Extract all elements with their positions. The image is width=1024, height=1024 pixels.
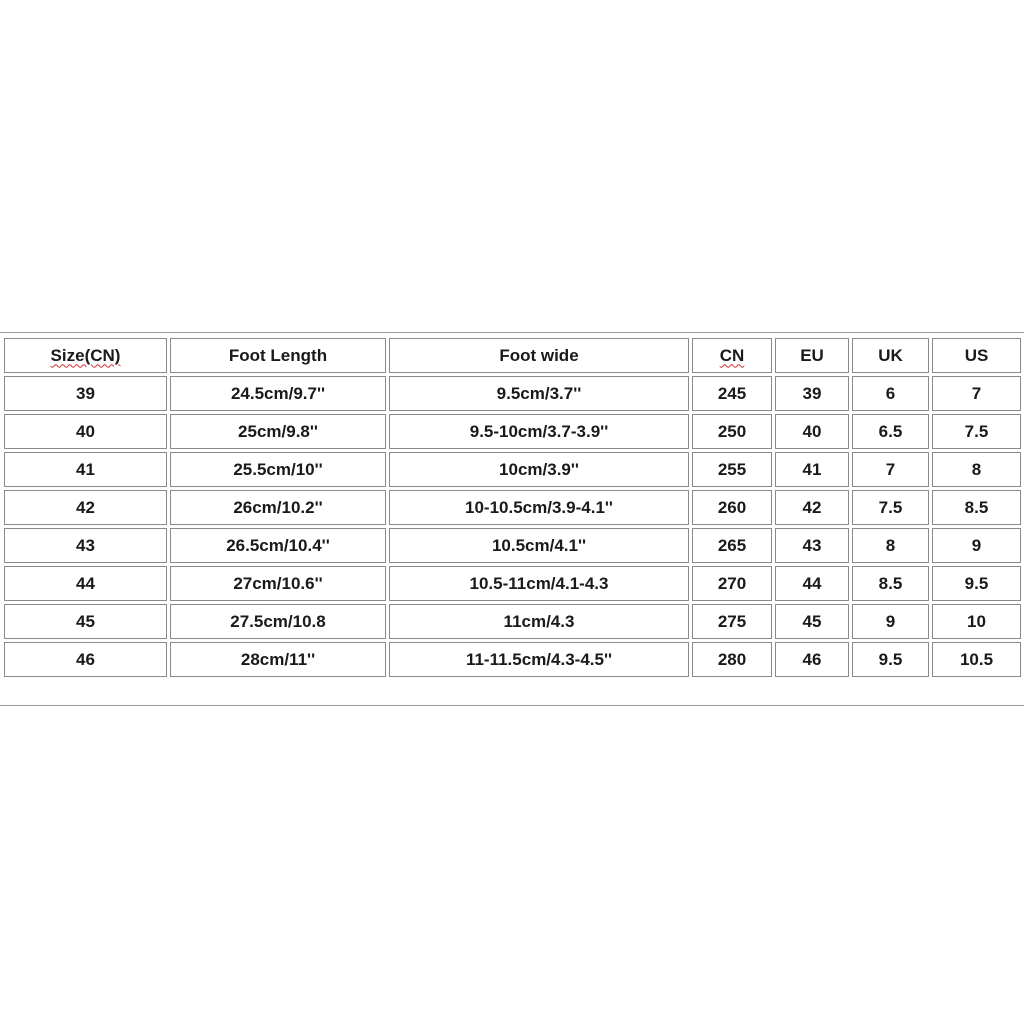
cell-cn: 245 — [692, 376, 772, 411]
cell-us: 10.5 — [932, 642, 1021, 677]
cell-size-cn: 46 — [4, 642, 167, 677]
table-row — [4, 490, 1021, 525]
cell-size-cn: 39 — [4, 376, 167, 411]
cell-eu: 40 — [775, 414, 849, 449]
table-row — [4, 414, 1021, 449]
cell-us: 9.5 — [932, 566, 1021, 601]
cell-us: 7.5 — [932, 414, 1021, 449]
cell-foot-wide: 10.5cm/4.1'' — [389, 528, 689, 563]
header-label: CN — [719, 345, 745, 365]
cell-foot-length: 26cm/10.2'' — [170, 490, 386, 525]
cell-us: 8.5 — [932, 490, 1021, 525]
cell-eu: 45 — [775, 604, 849, 639]
cell-size-cn: 41 — [4, 452, 167, 487]
cell-foot-length: 27.5cm/10.8 — [170, 604, 386, 639]
header-label: Size(CN) — [50, 345, 121, 365]
cell-uk: 9 — [852, 604, 929, 639]
cell-foot-wide: 9.5-10cm/3.7-3.9'' — [389, 414, 689, 449]
cell-foot-length: 25.5cm/10'' — [170, 452, 386, 487]
cell-uk: 8.5 — [852, 566, 929, 601]
cell-uk: 8 — [852, 528, 929, 563]
cell-foot-wide: 10cm/3.9'' — [389, 452, 689, 487]
cell-foot-length: 24.5cm/9.7'' — [170, 376, 386, 411]
cell-foot-length: 28cm/11'' — [170, 642, 386, 677]
cell-eu: 42 — [775, 490, 849, 525]
cell-foot-length: 25cm/9.8'' — [170, 414, 386, 449]
table-row — [4, 566, 1021, 601]
cell-eu: 41 — [775, 452, 849, 487]
cell-eu: 44 — [775, 566, 849, 601]
header-cell-cn — [692, 338, 772, 373]
cell-uk: 7.5 — [852, 490, 929, 525]
cell-cn: 280 — [692, 642, 772, 677]
cell-foot-wide: 10-10.5cm/3.9-4.1'' — [389, 490, 689, 525]
cell-uk: 7 — [852, 452, 929, 487]
table-row — [4, 528, 1021, 563]
cell-us: 8 — [932, 452, 1021, 487]
cell-cn: 265 — [692, 528, 772, 563]
cell-foot-wide: 9.5cm/3.7'' — [389, 376, 689, 411]
cell-eu: 46 — [775, 642, 849, 677]
header-cell-foot-wide: Foot wide — [389, 338, 689, 373]
header-cell-eu: EU — [775, 338, 849, 373]
cell-cn: 270 — [692, 566, 772, 601]
cell-us: 7 — [932, 376, 1021, 411]
cell-uk: 6 — [852, 376, 929, 411]
cell-us: 10 — [932, 604, 1021, 639]
header-cell-size-cn — [4, 338, 167, 373]
cell-size-cn: 40 — [4, 414, 167, 449]
table-row — [4, 376, 1021, 411]
header-cell-us: US — [932, 338, 1021, 373]
cell-uk: 9.5 — [852, 642, 929, 677]
cell-size-cn: 44 — [4, 566, 167, 601]
cell-foot-length: 26.5cm/10.4'' — [170, 528, 386, 563]
cell-foot-length: 27cm/10.6'' — [170, 566, 386, 601]
cell-cn: 250 — [692, 414, 772, 449]
cell-foot-wide: 10.5-11cm/4.1-4.3 — [389, 566, 689, 601]
cell-cn: 275 — [692, 604, 772, 639]
cell-size-cn: 45 — [4, 604, 167, 639]
cell-cn: 260 — [692, 490, 772, 525]
cell-eu: 43 — [775, 528, 849, 563]
cell-us: 9 — [932, 528, 1021, 563]
header-cell-foot-length: Foot Length — [170, 338, 386, 373]
cell-size-cn: 43 — [4, 528, 167, 563]
cell-foot-wide: 11-11.5cm/4.3-4.5'' — [389, 642, 689, 677]
table-row — [4, 604, 1021, 639]
header-cell-uk: UK — [852, 338, 929, 373]
cell-uk: 6.5 — [852, 414, 929, 449]
cell-cn: 255 — [692, 452, 772, 487]
size-chart — [0, 332, 1024, 706]
header-row — [4, 338, 1021, 373]
cell-size-cn: 42 — [4, 490, 167, 525]
cell-eu: 39 — [775, 376, 849, 411]
table-row — [4, 452, 1021, 487]
table-row — [4, 642, 1021, 677]
cell-foot-wide: 11cm/4.3 — [389, 604, 689, 639]
size-chart-table — [1, 335, 1024, 680]
